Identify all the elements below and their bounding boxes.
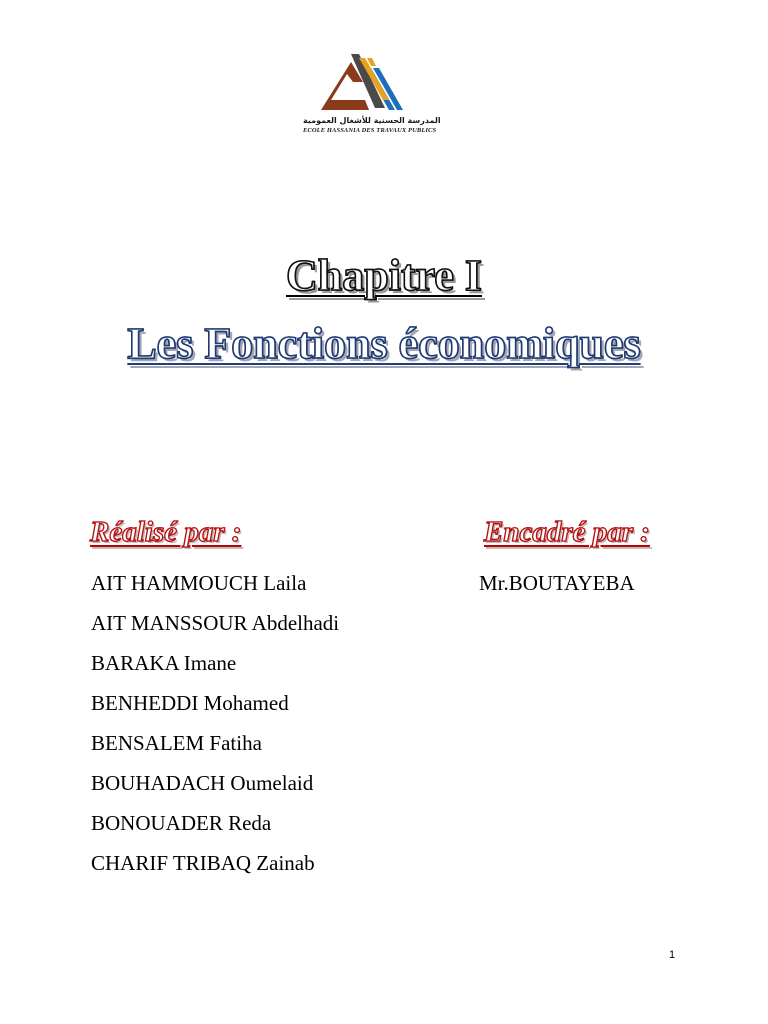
member-list [91,563,339,883]
school-logo [303,48,441,140]
page-number: 1 [668,949,676,961]
member-name: BOUHADACH Oumelaid [91,771,314,795]
member-name: CHARIF TRIBAQ Zainab [91,851,315,875]
member-name: BONOUADER Reda [91,811,272,835]
school-logo-icon [303,48,425,118]
chapter-subtitle: Les Fonctions économiques [127,319,641,368]
logo-arch-opening [339,88,355,94]
member-name: BARAKA Imane [91,651,237,675]
member-name: BENHEDDI Mohamed [91,691,289,715]
supervisor-name: Mr.BOUTAYEBA [479,571,635,595]
member-name: AIT HAMMOUCH Laila [91,571,307,595]
chapter-title: Chapitre I [286,251,482,300]
member-name: BENSALEM Fatiha [91,731,262,755]
logo-caption: ECOLE HASSANIA DES TRAVAUX PUBLICS [303,127,437,134]
member-name: AIT MANSSOUR Abdelhadi [91,611,340,635]
supervised-by-heading: Encadré par : [484,516,650,548]
logo-arabic-text: المدرسة الحسنية للأشغال العمومية [303,116,441,125]
made-by-heading: Réalisé par : [90,516,242,548]
